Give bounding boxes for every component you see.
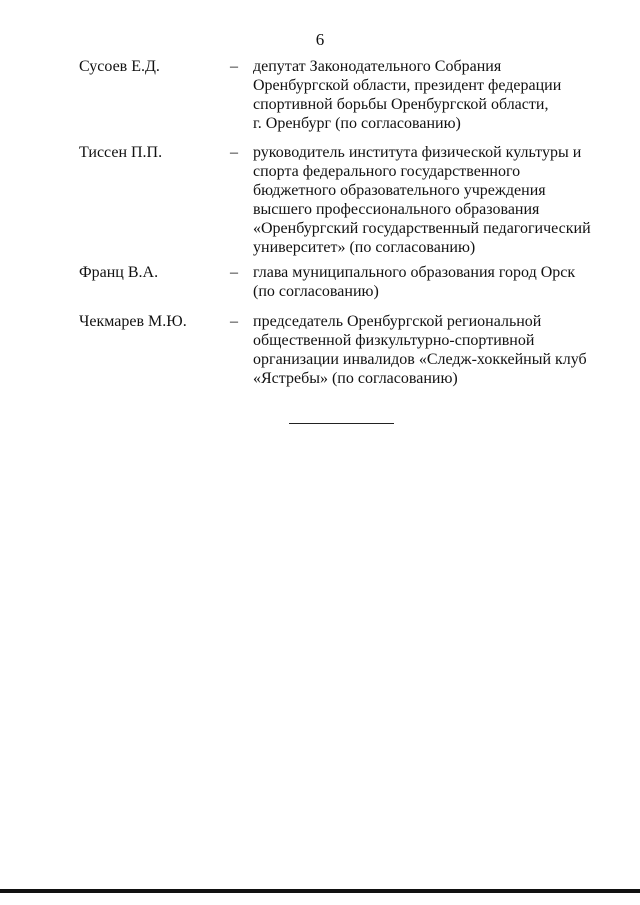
member-name: Сусоев Е.Д. (79, 58, 160, 75)
description-line: высшего профессионального образования (253, 201, 540, 218)
description-line: общественной физкультурно-спортивной (253, 332, 535, 349)
description-line: спорта федерального государственного (253, 163, 521, 180)
description-line: г. Оренбург (по согласованию) (253, 115, 461, 132)
member-name: Чекмарев М.Ю. (79, 313, 187, 330)
dash-separator: – (230, 144, 238, 161)
description-line: университет» (по согласованию) (253, 239, 476, 256)
description-line: председатель Оренбургской региональной (253, 313, 542, 330)
member-name: Франц В.А. (79, 264, 159, 281)
member-description (253, 263, 593, 301)
dash-separator: – (230, 313, 238, 330)
dash-separator: – (230, 264, 238, 281)
end-separator-line (289, 423, 394, 424)
description-line: спортивной борьбы Оренбургской области, (253, 96, 549, 113)
description-line: «Оренбургский государственный педагогический (253, 220, 591, 237)
page-number: 6 (315, 30, 325, 49)
member-description (253, 312, 593, 388)
member-description (253, 57, 562, 133)
dash-separator: – (230, 58, 238, 75)
description-line: Оренбургской области, президент федерации (253, 77, 562, 94)
member-description (253, 143, 591, 257)
description-line: «Ястребы» (по согласованию) (253, 370, 458, 387)
member-name: Тиссен П.П. (79, 144, 163, 161)
description-line: (по согласованию) (253, 283, 379, 300)
description-line: глава муниципального образования город Орск (253, 264, 576, 281)
description-line: организации инвалидов «Следж-хоккейный клуб (253, 351, 587, 368)
description-line: бюджетного образовательного учреждения (253, 182, 546, 199)
description-line: руководитель института физической культуры и (253, 144, 582, 161)
footer-rule (0, 889, 640, 893)
description-line: депутат Законодательного Собрания (253, 58, 502, 75)
